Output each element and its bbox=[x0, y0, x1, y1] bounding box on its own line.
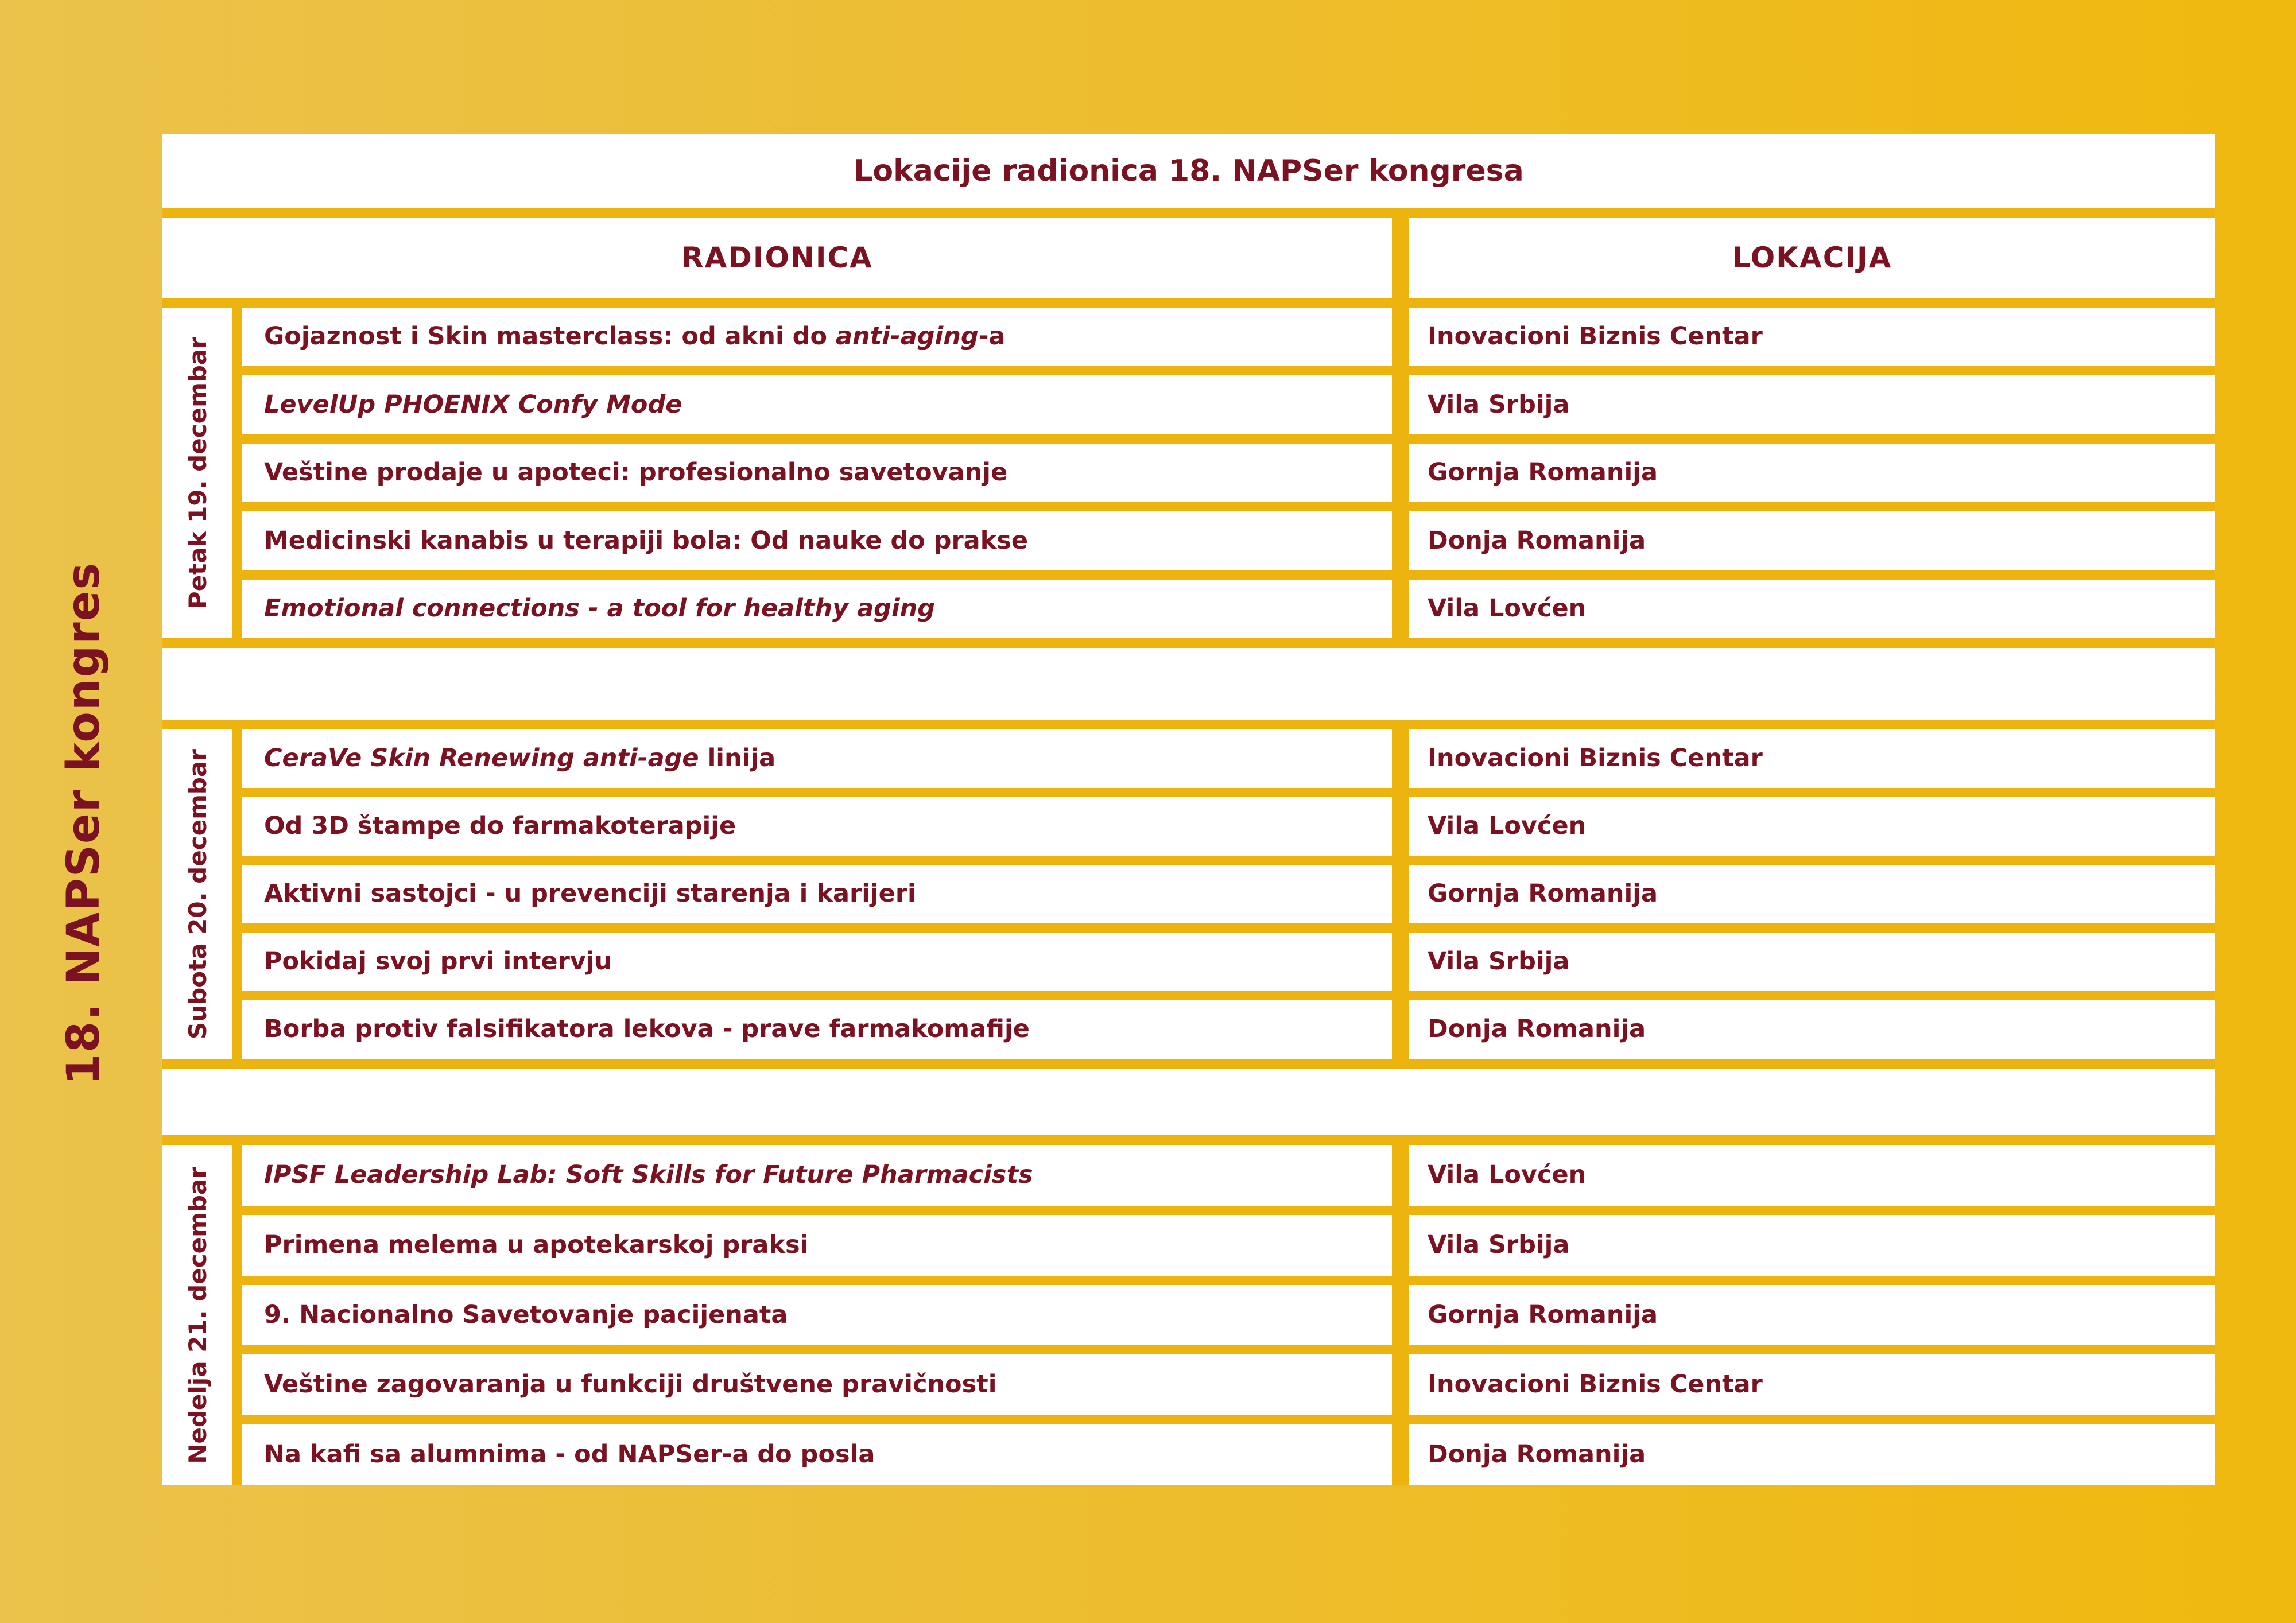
day-label-column-saturday bbox=[162, 729, 232, 1059]
day-label-sunday: Nedelja 21. decembar bbox=[183, 1166, 212, 1464]
schedule-row bbox=[242, 580, 2215, 638]
location-cell: Vila Srbija bbox=[1409, 375, 2215, 434]
schedule-row bbox=[242, 308, 2215, 366]
location-cell: Inovacioni Biznis Centar bbox=[1409, 308, 2215, 366]
schedule-row bbox=[242, 1000, 2215, 1059]
schedule-row bbox=[242, 444, 2215, 502]
location-cell: Inovacioni Biznis Centar bbox=[1409, 729, 2215, 788]
schedule-row bbox=[242, 1145, 2215, 1206]
location-cell: Vila Lovćen bbox=[1409, 580, 2215, 638]
workshop-cell: Na kafi sa alumnima - od NAPSer-a do posla bbox=[242, 1424, 1392, 1485]
schedule-row bbox=[242, 797, 2215, 856]
workshop-cell: Gojaznost i Skin masterclass: od akni do anti-aging-a bbox=[242, 308, 1392, 366]
location-cell: Gornja Romanija bbox=[1409, 444, 2215, 502]
location-cell: Vila Lovćen bbox=[1409, 797, 2215, 856]
day-group-sunday bbox=[162, 1145, 2215, 1485]
location-cell: Donja Romanija bbox=[1409, 1424, 2215, 1485]
schedule-row bbox=[242, 865, 2215, 923]
column-header-radionica: RADIONICA bbox=[162, 218, 1392, 298]
workshop-cell: Medicinski kanabis u terapiji bola: Od nauke do prakse bbox=[242, 511, 1392, 570]
schedule-row bbox=[242, 1424, 2215, 1485]
table-title: Lokacije radionica 18. NAPSer kongresa bbox=[854, 153, 1524, 188]
workshop-cell: Borba protiv falsifikatora lekova - prave farmakomafije bbox=[242, 1000, 1392, 1059]
workshop-cell: IPSF Leadership Lab: Soft Skills for Future Pharmacists bbox=[242, 1145, 1392, 1206]
location-cell: Donja Romanija bbox=[1409, 511, 2215, 570]
schedule-row bbox=[242, 933, 2215, 991]
workshop-cell: Emotional connections - a tool for healthy aging bbox=[242, 580, 1392, 638]
day-label-friday: Petak 19. decembar bbox=[183, 336, 212, 609]
location-cell: Gornja Romanija bbox=[1409, 865, 2215, 923]
table-title-bar bbox=[162, 134, 2215, 208]
location-cell: Vila Lovćen bbox=[1409, 1145, 2215, 1206]
workshop-cell: Pokidaj svoj prvi intervju bbox=[242, 933, 1392, 991]
location-cell: Vila Srbija bbox=[1409, 1215, 2215, 1276]
locations-table bbox=[162, 134, 2215, 1485]
workshop-cell: Primena melema u apotekarskoj praksi bbox=[242, 1215, 1392, 1276]
column-header-row bbox=[162, 218, 2215, 298]
group-spacer bbox=[162, 648, 2215, 720]
location-cell: Gornja Romanija bbox=[1409, 1285, 2215, 1346]
location-cell: Donja Romanija bbox=[1409, 1000, 2215, 1059]
location-cell: Vila Srbija bbox=[1409, 933, 2215, 991]
column-header-lokacija: LOKACIJA bbox=[1409, 218, 2215, 298]
schedule-row bbox=[242, 1285, 2215, 1346]
schedule-row bbox=[242, 375, 2215, 434]
day-label-saturday: Subota 20. decembar bbox=[183, 749, 212, 1039]
schedule-row bbox=[242, 729, 2215, 788]
workshop-cell: Od 3D štampe do farmakoterapije bbox=[242, 797, 1392, 856]
workshop-cell: CeraVe Skin Renewing anti-age linija bbox=[242, 729, 1392, 788]
schedule-row bbox=[242, 1215, 2215, 1276]
group-spacer bbox=[162, 1069, 2215, 1135]
vertical-congress-title bbox=[49, 562, 118, 1085]
day-label-column-sunday bbox=[162, 1145, 232, 1485]
vertical-congress-title-text: 18. NAPSer kongres bbox=[58, 562, 110, 1085]
day-label-column-friday bbox=[162, 308, 232, 638]
day-group-friday bbox=[162, 308, 2215, 638]
rows-sunday bbox=[242, 1145, 2215, 1485]
workshop-cell: 9. Nacionalno Savetovanje pacijenata bbox=[242, 1285, 1392, 1346]
rows-friday bbox=[242, 308, 2215, 638]
workshop-cell: Veštine prodaje u apoteci: profesionalno savetovanje bbox=[242, 444, 1392, 502]
rows-saturday bbox=[242, 729, 2215, 1059]
schedule-row bbox=[242, 511, 2215, 570]
location-cell: Inovacioni Biznis Centar bbox=[1409, 1354, 2215, 1415]
day-group-saturday bbox=[162, 729, 2215, 1059]
workshop-cell: Aktivni sastojci - u prevenciji starenja i karijeri bbox=[242, 865, 1392, 923]
schedule-row bbox=[242, 1354, 2215, 1415]
workshop-cell: LevelUp PHOENIX Confy Mode bbox=[242, 375, 1392, 434]
workshop-cell: Veštine zagovaranja u funkciji društvene pravičnosti bbox=[242, 1354, 1392, 1415]
